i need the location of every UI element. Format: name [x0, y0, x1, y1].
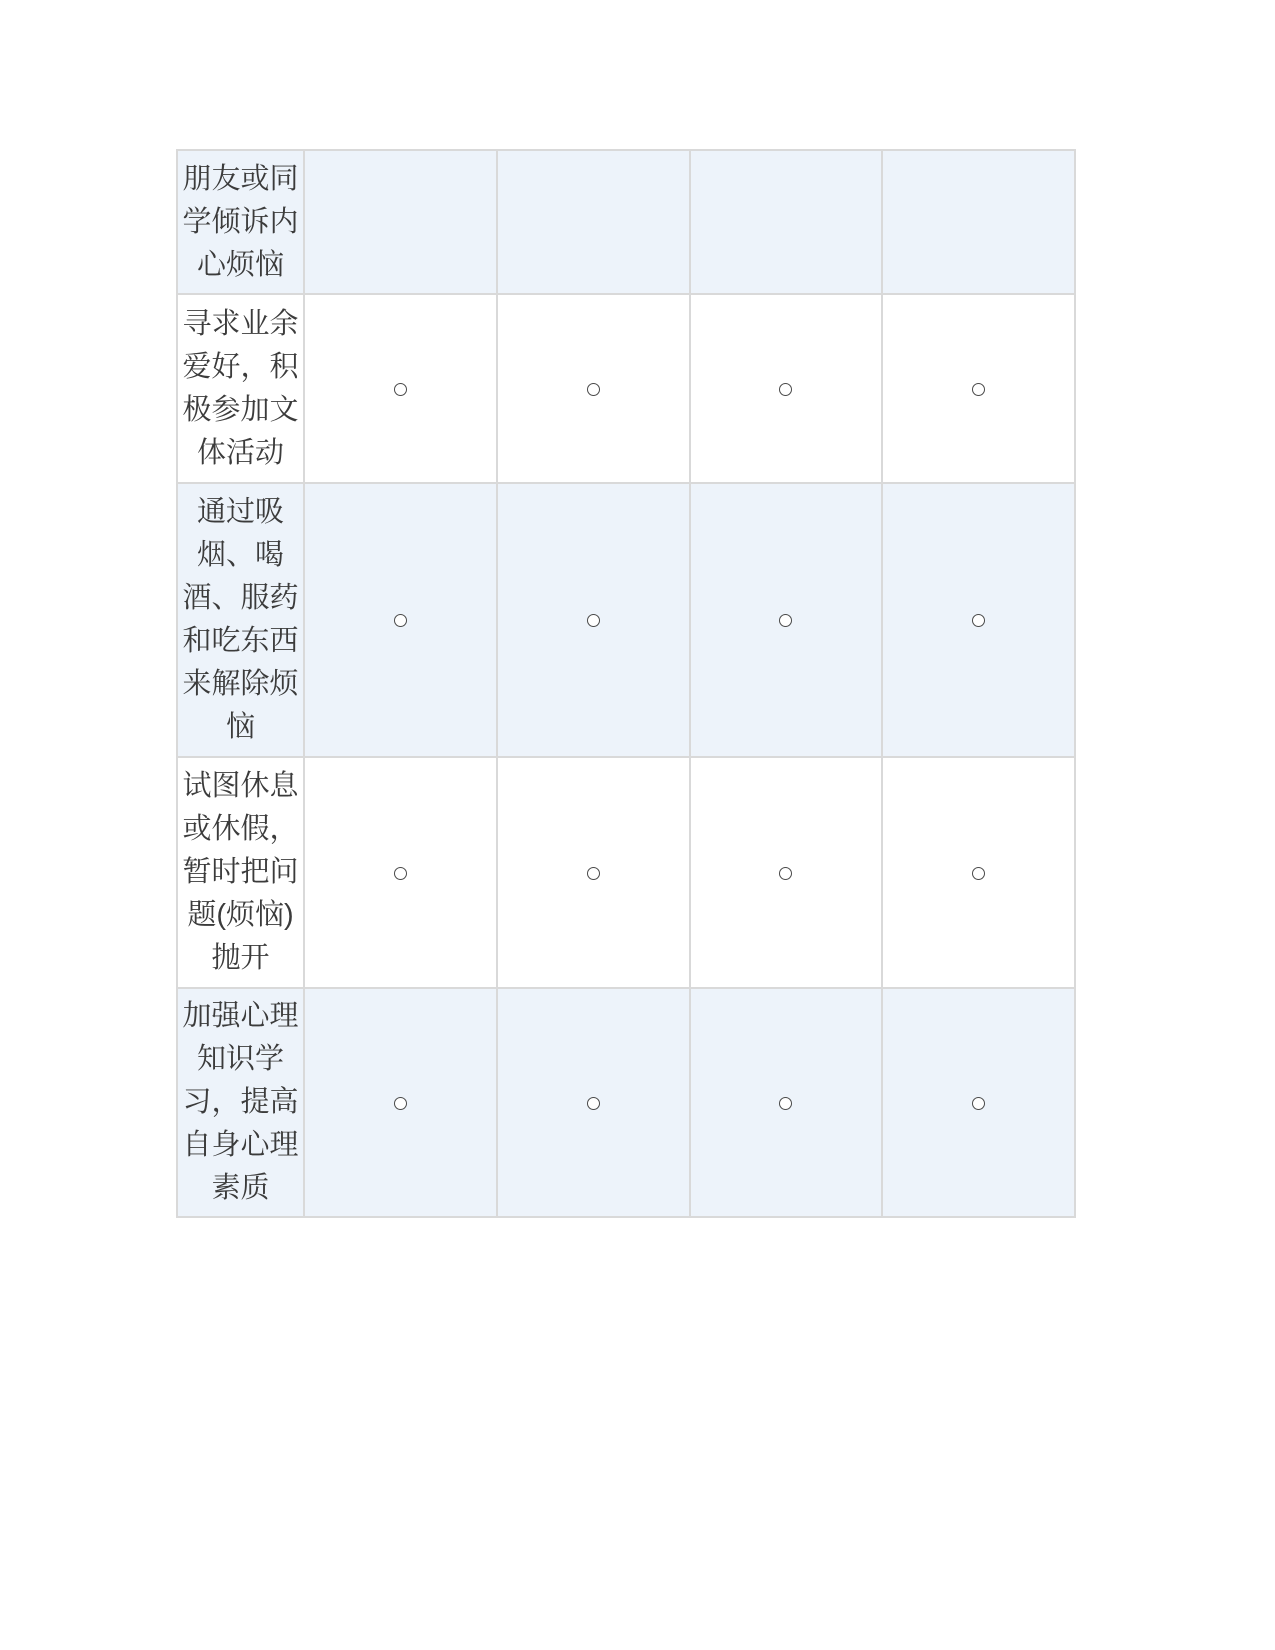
table-row — [177, 988, 1075, 1217]
option-cell — [304, 988, 497, 1217]
table-row — [177, 294, 1075, 483]
survey-matrix-table — [176, 149, 1076, 1218]
option-cell — [304, 150, 497, 294]
option-cell — [690, 294, 883, 483]
row-label: 通过吸烟、喝酒、服药和吃东西来解除烦恼 — [182, 496, 299, 743]
row-label-cell — [177, 988, 304, 1217]
option-cell — [882, 150, 1075, 294]
radio-button-icon[interactable] — [779, 867, 792, 880]
radio-button-icon[interactable] — [394, 614, 407, 627]
radio-button-icon[interactable] — [972, 1097, 985, 1110]
option-cell — [690, 483, 883, 757]
radio-button-icon[interactable] — [394, 383, 407, 396]
row-label-cell — [177, 150, 304, 294]
radio-button-icon[interactable] — [779, 614, 792, 627]
radio-button-icon[interactable] — [972, 614, 985, 627]
row-label-cell — [177, 294, 304, 483]
option-cell — [497, 294, 690, 483]
table-row — [177, 757, 1075, 988]
radio-button-icon[interactable] — [587, 867, 600, 880]
option-cell — [304, 757, 497, 988]
radio-button-icon[interactable] — [587, 383, 600, 396]
row-label: 寻求业余爱好，积极参加文体活动 — [182, 307, 299, 469]
row-label-cell — [177, 757, 304, 988]
radio-button-icon[interactable] — [779, 1097, 792, 1110]
option-cell — [690, 757, 883, 988]
table-row — [177, 483, 1075, 757]
table-row — [177, 150, 1075, 294]
option-cell — [497, 757, 690, 988]
option-cell — [690, 150, 883, 294]
radio-button-icon[interactable] — [972, 383, 985, 396]
option-cell — [497, 150, 690, 294]
radio-button-icon[interactable] — [972, 867, 985, 880]
radio-button-icon[interactable] — [587, 614, 600, 627]
row-label: 加强心理知识学习，提高自身心理素质 — [182, 1000, 299, 1204]
option-cell — [882, 988, 1075, 1217]
option-cell — [882, 483, 1075, 757]
radio-button-icon[interactable] — [394, 867, 407, 880]
option-cell — [690, 988, 883, 1217]
row-label: 试图休息或休假，暂时把问题(烦恼)抛开 — [182, 770, 299, 974]
option-cell — [304, 483, 497, 757]
row-label: 朋友或同学倾诉内心烦恼 — [182, 162, 299, 281]
option-cell — [497, 483, 690, 757]
option-cell — [497, 988, 690, 1217]
radio-button-icon[interactable] — [779, 383, 792, 396]
option-cell — [882, 757, 1075, 988]
option-cell — [304, 294, 497, 483]
row-label-cell — [177, 483, 304, 757]
radio-button-icon[interactable] — [587, 1097, 600, 1110]
option-cell — [882, 294, 1075, 483]
radio-button-icon[interactable] — [394, 1097, 407, 1110]
